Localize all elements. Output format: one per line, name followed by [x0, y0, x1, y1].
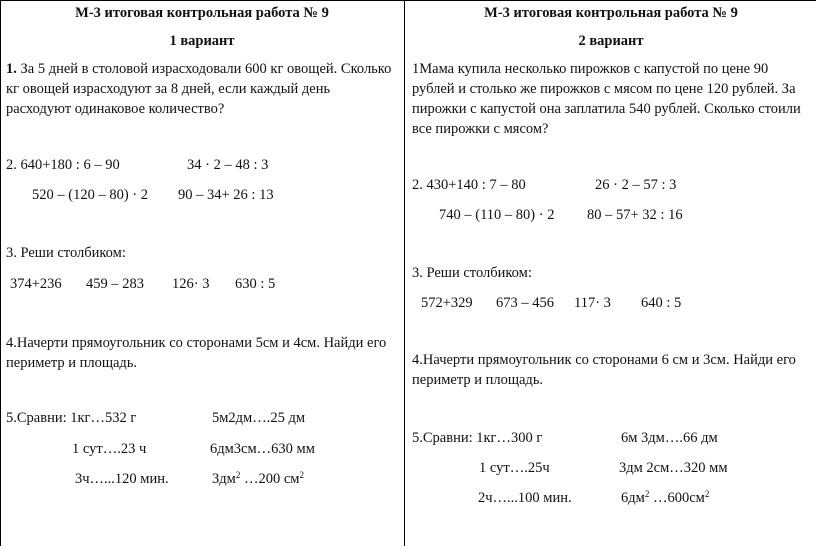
variant-1-task-2b: 34 · 2 – 48 : 3 — [187, 157, 269, 173]
variant-1-task-5d: 6дм3см…630 мм — [210, 441, 315, 457]
variant-2-task-2b: 26 · 2 – 57 : 3 — [595, 177, 677, 193]
variant-1-task-2d: 90 – 34+ 26 : 13 — [178, 187, 274, 203]
variant-1-task-3-heading: 3. Реши столбиком: — [6, 245, 126, 261]
variant-2-task-2a: 2. 430+140 : 7 – 80 — [412, 177, 526, 193]
superscript-2: 2 — [299, 470, 304, 480]
variant-1-task-5f — [212, 469, 304, 489]
variant-1-task-4: 4.Начерти прямоугольник со сторонами 5см и 4см. Найди его периметр и площадь. — [6, 335, 387, 371]
variant-2-task-3-item: 572+329 — [421, 295, 473, 311]
variant-1-task-3-item: 459 – 283 — [86, 276, 144, 292]
variant-1-task-5b: 5м2дм….25 дм — [212, 410, 306, 426]
variant-2-task-5a: 5.Сравни: 1кг…300 г — [412, 430, 543, 446]
variant-1-task-5a: 5.Сравни: 1кг…532 г — [6, 410, 137, 426]
variant-2-task-5e: 2ч…...100 мин. — [478, 490, 572, 506]
variant-1-task-1 — [6, 59, 396, 119]
variant-2-task-2c: 740 – (110 – 80) · 2 — [439, 207, 555, 223]
variant-2-task-3-item: 640 : 5 — [641, 295, 682, 311]
variant-2-task-3-item: 673 – 456 — [496, 295, 554, 311]
variant-1-label: 1 вариант — [169, 33, 235, 49]
variant-2-task-3-item: 117· 3 — [574, 295, 611, 311]
superscript-2: 2 — [704, 489, 710, 499]
variant-2-task-5b: 6м 3дм….66 дм — [621, 430, 718, 446]
variant-2-task-1: 1Мама купила несколько пирожков с капустой по цене 90 рублей и столько же пирожков с мясом по цене 120 рублей. За пирожки с капустой она заплатила 540 рублей. Сколько стоили все пирожки с мясом? — [412, 61, 801, 137]
variant-1-task-2a: 2. 640+180 : 6 – 90 — [6, 157, 120, 173]
variant-2-task-5c: 1 сут….25ч — [479, 460, 550, 476]
variant-1-task-3-item: 126· 3 — [172, 276, 210, 292]
variant-1-task-2c: 520 – (120 – 80) · 2 — [32, 187, 148, 203]
variant-1-title: М-3 итоговая контрольная работа № 9 — [75, 5, 329, 21]
variant-1-task-5c: 1 сут….23 ч — [72, 441, 147, 457]
variant-1-task-5e: 3ч…...120 мин. — [75, 471, 169, 487]
task-5f-part-1: 6дм — [621, 490, 645, 506]
superscript-2: 2 — [235, 470, 241, 480]
variant-2-label: 2 вариант — [578, 33, 644, 49]
variant-1-task-3-item: 630 : 5 — [235, 276, 276, 292]
variant-2-task-5d: 3дм 2см…320 мм — [619, 460, 728, 476]
variant-2-column — [412, 0, 810, 546]
task-1-number: 1. — [6, 61, 17, 77]
task-5f-part-1: 3дм — [212, 471, 236, 487]
task-5f-part-2: …600см — [649, 490, 705, 506]
table-divider — [404, 0, 405, 546]
variant-2-task-4: 4.Начерти прямоугольник со сторонами 6 см и 3см. Найди его периметр и площадь. — [412, 352, 796, 388]
superscript-2: 2 — [644, 489, 650, 499]
variant-2-task-3-heading: 3. Реши столбиком: — [412, 265, 532, 281]
variant-2-task-5f — [621, 488, 709, 508]
variant-2-title: М-3 итоговая контрольная работа № 9 — [484, 5, 738, 21]
variant-1-task-3-item: 374+236 — [10, 276, 62, 292]
task-1-text: За 5 дней в столовой израсходовали 600 кг овощей. Сколько кг овощей израсходуют за 8 дней, если каждый день расходуют одинаковое количество? — [6, 61, 392, 117]
variant-2-task-2d: 80 – 57+ 32 : 16 — [587, 207, 683, 223]
task-5f-part-2: …200 см — [240, 471, 300, 487]
table-border-left — [0, 0, 1, 546]
variant-1-column — [6, 0, 398, 546]
